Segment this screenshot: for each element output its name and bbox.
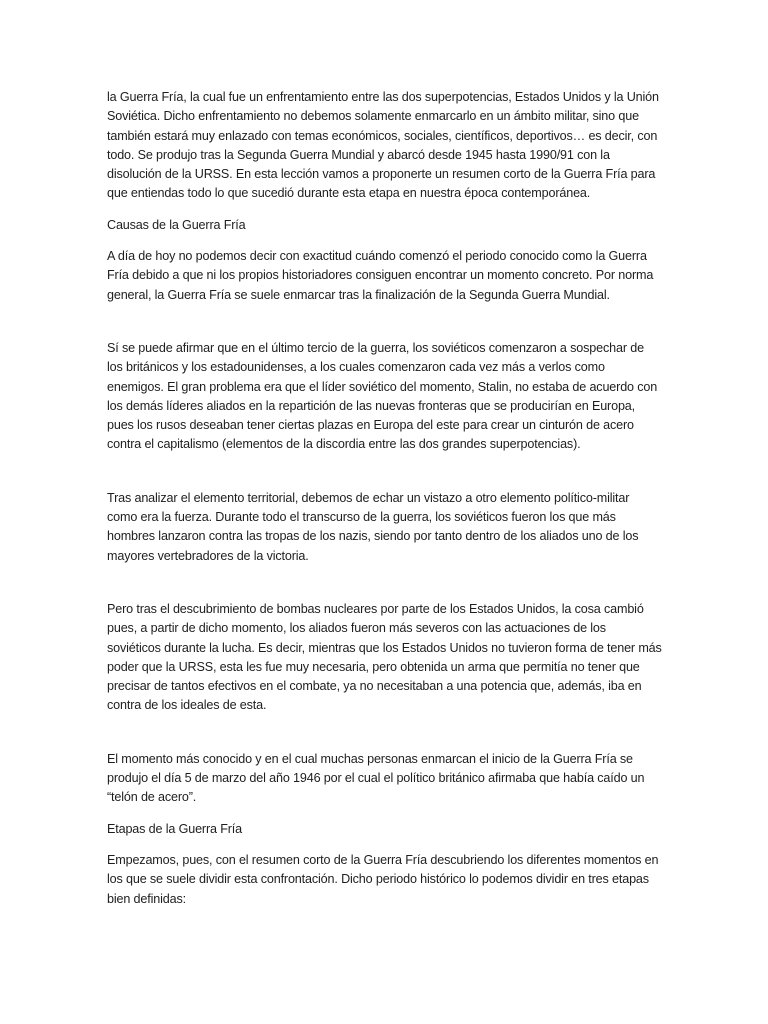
paragraph-causes-2: Sí se puede afirmar que en el último tercio de la guerra, los soviéticos comenzaron a sospechar de los británicos y los estadounidenses, a los cuales comenzaron cada vez más a verlos como enemigos. El gran problema era que el líder soviético del momento, Stalin, no estaba de acuerdo con los demás líderes aliados en la repartición de las nuevas fronteras que se producirían en Europa, pues los rusos deseaban tener ciertas plazas en Europa del este para crear un cinturón de acero contra el capitalismo (elementos de la discordia entre las dos grandes superpotencias). (107, 340, 658, 452)
paragraph-causes-1: A día de hoy no podemos decir con exactitud cuándo comenzó el periodo conocido como la Guerra Fría debido a que ni los propios historiadores consiguen encontrar un momento concreto. Por norma general, la Guerra Fría se suele enmarcar tras la finalización de la Segunda Guerra Mundial. (107, 249, 654, 302)
document-page (107, 88, 662, 921)
paragraph-causes-3: Tras analizar el elemento territorial, debemos de echar un vistazo a otro elemento político-militar como era la fuerza. Durante todo el transcurso de la guerra, los soviéticos fueron los que más hombres lanzaron contra las tropas de los nazis, siendo por tanto dentro de los aliados uno de los mayores vertebradores de la victoria. (107, 490, 639, 563)
paragraph-causes-5: El momento más conocido y en el cual muchas personas enmarcan el inicio de la Guerra Fría se produjo el día 5 de marzo del año 1946 por el cual el político británico afirmaba que había caído un “telón de acero”. (107, 751, 645, 805)
paragraph-causes-4: Pero tras el descubrimiento de bombas nucleares por parte de los Estados Unidos, la cosa cambió pues, a partir de dicho momento, los aliados fueron más severos con las actuaciones de los soviéticos durante la lucha. Es decir, mientras que los Estados Unidos no tuvieron forma de tener más poder que la URSS, esta les fue muy necesaria, pero obtenida un arma que permitía no tener que precisar de tantos efectivos en el combate, ya no necesitaban a una potencia que, además, iba en contra de los ideales de esta. (107, 601, 662, 713)
intro-paragraph: la Guerra Fría, la cual fue un enfrentamiento entre las dos superpotencias, Estados Unidos y la Unión Soviética. Dicho enfrentamiento no debemos solamente enmarcarlo en un ámbito militar, sino que también estará muy enlazado con temas económicos, sociales, científicos, deportivos… es decir, con todo. Se produjo tras la Segunda Guerra Mundial y abarcó desde 1945 hasta 1990/91 con la disolución de la URSS. En esta lección vamos a proponerte un resumen corto de la Guerra Fría para que entiendas todo lo que sucedió durante esta etapa en nuestra época contemporánea. (107, 90, 659, 201)
section-heading-stages: Etapas de la Guerra Fría (107, 821, 242, 836)
section-heading-causes: Causas de la Guerra Fría (107, 217, 246, 232)
paragraph-stages-1: Empezamos, pues, con el resumen corto de la Guerra Fría descubriendo los diferentes momentos en los que se suele dividir esta confrontación. Dicho periodo histórico lo podemos dividir en tres etapas bien definidas: (107, 852, 659, 906)
